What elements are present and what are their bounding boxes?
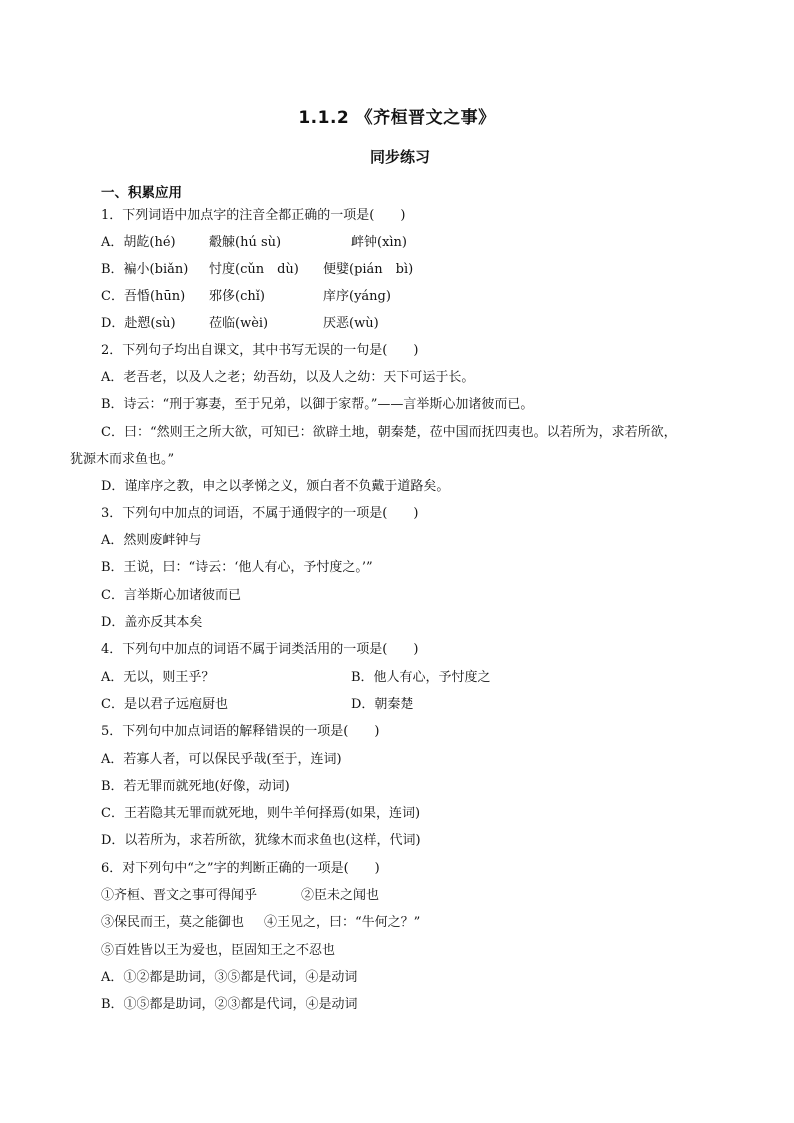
q2-option-d: D．谨庠序之教，申之以孝悌之义，颁白者不负戴于道路矣。	[101, 479, 450, 494]
q3-option-a: A．然则废衅钟与	[101, 533, 202, 548]
q2-option-c-line2: 犹源木而求鱼也。”	[70, 452, 175, 467]
document-subtitle: 同步练习	[369, 148, 430, 166]
q3-option-c: C．言举斯心加诸彼而已	[101, 588, 241, 603]
q1-option-d-3: 厌恶(wù)	[323, 316, 379, 331]
q1-option-d-2: 莅临(wèi)	[209, 316, 269, 331]
q6-sentence-3: ③保民而王，莫之能御也	[101, 915, 245, 930]
q1-option-b-3: 便嬖(pián bì)	[323, 262, 414, 277]
q1-option-a-2: 觳觫(hú sù)	[209, 235, 282, 250]
question-4-stem: 4．下列句中加点的词语不属于词类活用的一项是( )	[101, 642, 419, 657]
q6-option-a: A．①②都是助词，③⑤都是代词，④是动词	[101, 970, 358, 985]
question-1-stem: 1．下列词语中加点字的注音全都正确的一项是( )	[101, 208, 406, 223]
q5-option-c: C．王若隐其无罪而就死地，则牛羊何择焉(如果，连词)	[101, 806, 421, 821]
q1-option-a-1: A．胡龁(hé)	[101, 235, 176, 250]
q1-option-c-3: 庠序(yáng)	[323, 289, 391, 304]
q3-option-d: D．盖亦反其本矣	[101, 615, 203, 630]
q6-sentence-5: ⑤百姓皆以王为爱也，臣固知王之不忍也	[101, 943, 336, 958]
q5-option-b: B．若无罪而就死地(好像，动词)	[101, 779, 290, 794]
q1-option-b-2: 忖度(cǔn dù)	[209, 262, 299, 277]
q6-sentence-2: ②臣未之闻也	[301, 888, 380, 903]
q4-option-a: A．无以，则王乎？	[101, 670, 215, 685]
q4-option-c: C．是以君子远庖厨也	[101, 697, 228, 712]
q1-option-a-3: 衅钟(xìn)	[351, 235, 408, 250]
q1-option-d-1: D．赴愬(sù)	[101, 316, 176, 331]
question-6-stem: 6．对下列句中“之”字的判断正确的一项是( )	[101, 861, 380, 876]
q2-option-b: B．诗云：“刑于寡妻，至于兄弟，以御于家帮。”——言举斯心加诸彼而已。	[101, 397, 534, 412]
q2-option-a: A．老吾老，以及人之老；幼吾幼，以及人之幼：天下可运于长。	[101, 370, 475, 385]
q5-option-d: D．以若所为，求若所欲，犹缘木而求鱼也(这样，代词)	[101, 833, 421, 848]
q6-sentence-4: ④王见之，曰：“牛何之？”	[264, 915, 421, 930]
q1-option-c-2: 邪侈(chǐ)	[209, 289, 265, 304]
q1-option-c-1: C．吾惛(hūn)	[101, 289, 186, 304]
q5-option-a: A．若寡人者，可以保民乎哉(至于，连词)	[101, 752, 342, 767]
question-2-stem: 2．下列句子均出自课文，其中书写无误的一句是( )	[101, 343, 419, 358]
q4-option-d: D．朝秦楚	[351, 697, 414, 712]
q3-option-b: B．王说，曰：“诗云：‘他人有心，予忖度之。’”	[101, 560, 373, 575]
document-title: 1.1.2 《齐桓晋文之事》	[298, 108, 496, 128]
q4-option-b: B．他人有心，予忖度之	[351, 670, 491, 685]
question-5-stem: 5．下列句中加点词语的解释错误的一项是( )	[101, 724, 380, 739]
q6-option-b: B．①⑤都是助词，②③都是代词，④是动词	[101, 997, 358, 1012]
q2-option-c-line1: C．曰：“然则王之所大欲，可知已：欲辟土地，朝秦楚，莅中国而抚四夷也。以若所为，求若所欲，	[101, 425, 677, 440]
section-heading: 一、积累应用	[101, 185, 182, 201]
q6-sentence-1: ①齐桓、晋文之事可得闻乎	[101, 888, 258, 903]
question-3-stem: 3．下列句中加点的词语，不属于通假字的一项是( )	[101, 506, 419, 521]
q1-option-b-1: B．褊小(biǎn)	[101, 262, 189, 277]
